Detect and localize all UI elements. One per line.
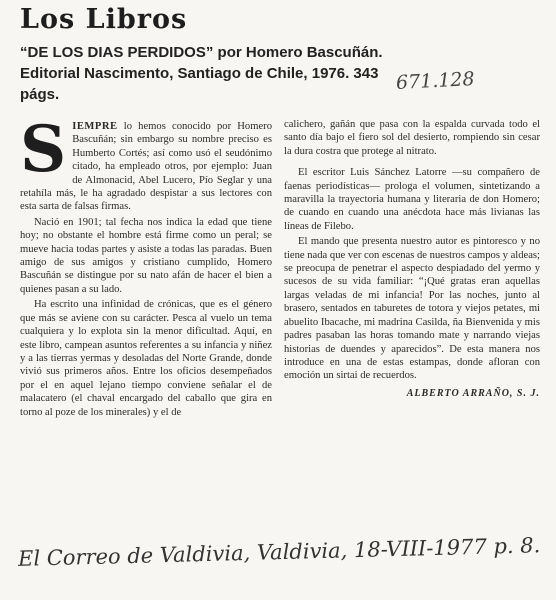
handwritten-catalog-number: 671.128 bbox=[395, 67, 476, 95]
article-column-left bbox=[20, 112, 272, 421]
lead-word: IEMPRE bbox=[72, 121, 118, 132]
article-column-right bbox=[284, 118, 540, 400]
article-paragraph bbox=[20, 112, 272, 214]
book-headline: “DE LOS DIAS PERDIDOS” por Homero Bascuñán. Editorial Nascimento, Santiago de Chile, 1976. 343 págs. bbox=[20, 44, 383, 103]
article-author: ALBERTO ARRAÑO, S. J. bbox=[406, 387, 540, 399]
article-paragraph: El escritor Luis Sánchez Latorre —su compañero de faenas periodísticas— prologa el volumen, sintetizando a maravilla la trayectoria humana y literaria de don Homero; de cuando en cuando una anécdota hace más livianas las líneas de Filebo. bbox=[284, 167, 540, 232]
paragraph-text: lo hemos conocido por Homero Bascuñán; sin embargo su nombre preciso es Humberto Cortés; así como usó el seudónimo citado, ha empleado otros, por ejemplo: Juan de Almonacid, Abel Lucero, Pío Seglar y una retahíla más, le ha agradado despistar a sus lectores con esta sarta de falsas firmas. bbox=[20, 121, 272, 213]
article-paragraph: Nació en 1901; tal fecha nos indica la edad que tiene hoy; no obstante el hombre está firme como un peral; se mueve hacia todas partes y asiste a todas las paradas. Buen amigo de sus amigos y cristiano cumplido, Homero Bascuñán se distingue por su nato afán de hacer el bien a quienes pasan a su lado. bbox=[20, 216, 272, 295]
article-paragraph: Ha escrito una infinidad de crónicas, que es el género que más se aviene con su carácter. Pesca al vuelo un tema cualquiera y lo explota sin la menor dificultad. Aquí, en este libro, campean asuntos referentes a su infancia y niñez y a las tierras yermas y desoladas del Norte Grande, donde vivió sus primeros años. Entre los oficios desempeñados por el en aquel lejano tiempo conviene señalar el de malacatero (el chaval encargado del caballo que gira en torno al poze de los minerales) y el de bbox=[20, 299, 272, 418]
section-title: Los Libros bbox=[20, 4, 188, 35]
drop-cap: S bbox=[20, 112, 67, 187]
handwritten-source-note: El Correo de Valdivia, Valdivia, 18-VIII-1977 p. 8. bbox=[17, 533, 541, 571]
article-paragraph: calichero, gañán que pasa con la espalda curvada todo el santo día bajo el fiero sol del desierto, rompiendo sin cesar la dura costra que protege al nitrato. bbox=[284, 119, 540, 157]
article-paragraph: El mando que presenta nuestro autor es pintoresco y no tiene nada que ver con escenas de nuestros campos y aldeas; se preocupa de penetrar el aspecto despiadado del yermo y sucesos de su vida familiar: “¡Qué gratas eran aquellas largas veladas de mi infancia! Por las noches, junto al brasero, sentados en taburetes de totora y viejos petates, mi abuelito Ibacache, mi madrina Casilda, ña Bienvenida y mis padres pasaban las horas tomando mate y narrando viejas historias de duendes y aparecidos”. De esta manera nos introduce en una de estas estampas, donde afloran con emoción un sirtai de recuerdos. bbox=[284, 236, 540, 382]
